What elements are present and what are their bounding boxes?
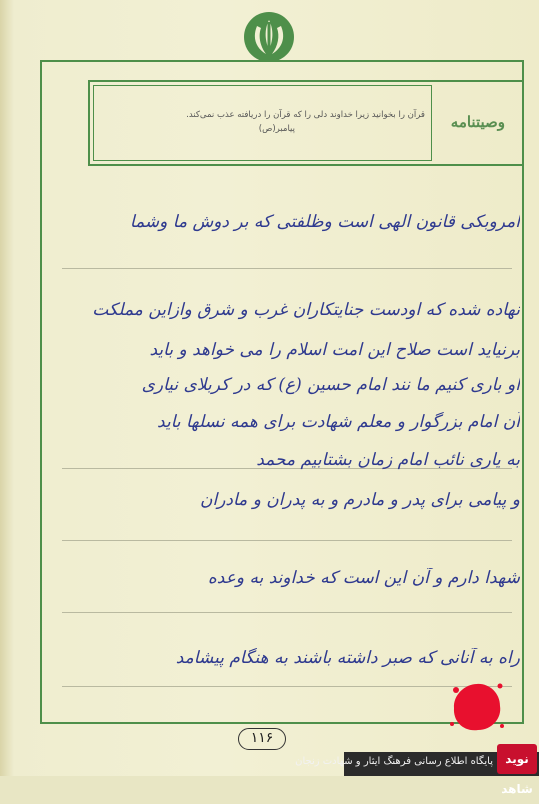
quran-quote xyxy=(125,108,425,136)
ruled-line xyxy=(62,612,512,613)
handwritten-line: شهدا دارم و آن این است که خداوند به وعده xyxy=(207,568,520,588)
handwritten-line: و پیامی برای پدر و مادرم و به پدران و مادران xyxy=(200,490,520,510)
quote-source: پیامبر(ص) xyxy=(258,124,295,134)
handwritten-line: نهاده شده که اودست جنایتکاران غرب و شرق وازاین مملکت xyxy=(92,300,520,320)
will-title: وصیتنامه xyxy=(450,113,505,131)
ruled-line xyxy=(62,686,512,687)
watermark-text: پایگاه اطلاع رسانی فرهنگ ایثار و شهادت زنجان xyxy=(295,756,493,767)
handwritten-line: راه به آنانی که صبر داشته باشند به هنگام پیشامد xyxy=(175,648,520,668)
handwritten-line: به یاری نائب امام زمان بشتابیم محمد xyxy=(256,450,520,470)
quote-box xyxy=(93,85,432,161)
handwritten-line: برنیاید است صلاح این امت اسلام را می خواهد و باید xyxy=(149,340,520,360)
navid-shahed-badge: نوید شاهد xyxy=(497,744,537,774)
red-ink-stamp-icon xyxy=(448,678,506,736)
watermark-logo xyxy=(295,752,539,796)
ruled-line xyxy=(62,268,512,269)
iran-emblem-icon xyxy=(242,10,296,64)
page-number: ۱۱۶ xyxy=(238,728,286,750)
handwritten-line: امروبکی قانون الهی است وظلفتی که بر دوش ما وشما xyxy=(129,212,520,232)
handwritten-line: آن امام بزرگوار و معلم شهادت برای همه نسلها باید xyxy=(157,412,520,432)
ruled-line xyxy=(62,540,512,541)
quote-text: قرآن را بخوانید زیرا خداوند دلی را که قرآن را دریافته عذب نمی‌کند. xyxy=(186,110,425,120)
handwritten-line: او باری کنیم ما نند امام حسین (ع) که در کربلای نیاری xyxy=(141,375,520,395)
